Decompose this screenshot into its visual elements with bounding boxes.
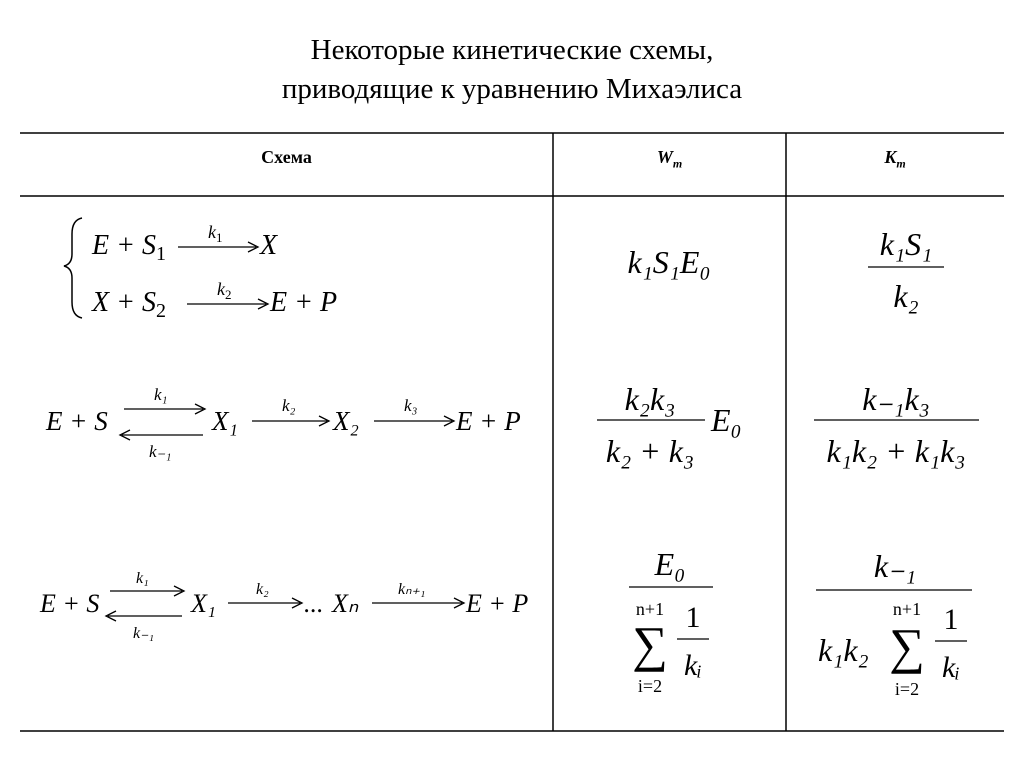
row3-km-sum-upper: n+1	[892, 599, 922, 619]
row3-wm-inner-numerator: 1	[685, 601, 701, 634]
row3-k2: k₂	[256, 581, 269, 598]
row1-line1-k: $k_1$	[208, 222, 223, 245]
row3-km-inner-denominator: kᵢ	[941, 651, 961, 684]
row2-inter2: X₂	[333, 406, 359, 436]
row2-km-numerator: k₋₁k₃	[862, 381, 930, 417]
header-scheme: Схема	[261, 147, 312, 167]
row3-km-numerator: k₋₁	[873, 548, 917, 584]
row2-wm	[553, 370, 786, 480]
header-km	[786, 147, 1004, 171]
row3-k1: k₁	[136, 570, 149, 587]
row1-wm-expression: k₁S₁E₀	[627, 244, 711, 280]
header-wm-sub: m	[672, 156, 683, 171]
row3-dots: ...	[304, 589, 324, 618]
row2-wm-factor: E₀	[711, 402, 742, 438]
row2-km-denominator: k₁k₂ + k₁k₃	[826, 433, 966, 469]
row1-wm	[553, 230, 786, 310]
row3-km	[786, 535, 1004, 705]
header-km-sub: m	[896, 156, 906, 171]
row3-kn1: kₙ₊₁	[398, 581, 426, 598]
row2-k1: k₁	[154, 385, 168, 404]
row1-line2-k: $k_2$	[217, 279, 232, 302]
row3-wm-sigma: ∑	[632, 616, 668, 672]
row1-km-numerator: k₁S₁	[879, 226, 933, 262]
header-km-letter: K	[884, 147, 897, 167]
row1-brace	[64, 218, 82, 318]
row2-k-1: k₋₁	[149, 442, 172, 461]
row2-products: E + P	[456, 406, 521, 436]
slide-title-line-1: Некоторые кинетические схемы,	[310, 34, 714, 66]
row3-km-den-prefix: k₁k₂	[818, 632, 869, 668]
header-wm	[553, 147, 786, 171]
row3-k-1: k₋₁	[133, 625, 155, 642]
row3-products: E + P	[466, 589, 529, 618]
row3-inter1: X₁	[191, 589, 216, 618]
row2-wm-denominator: k₂ + k₃	[605, 433, 695, 469]
row2-k2: k₂	[282, 396, 296, 415]
row3-intern: Xₙ	[332, 589, 359, 618]
row3-wm-numerator: E₀	[654, 546, 686, 582]
row2-scheme	[20, 375, 573, 465]
header-wm-letter: W	[656, 147, 673, 167]
row1-km	[786, 215, 1004, 325]
slide-title-line-2: приводящие к уравнению Михаэлиса	[281, 73, 743, 105]
row2-km	[786, 370, 1004, 480]
row3-km-sum-lower: i=2	[894, 679, 920, 699]
row3-scheme	[20, 560, 573, 650]
row3-wm-sum-lower: i=2	[637, 676, 663, 696]
row1-line2-right: E + P	[270, 287, 338, 318]
row2-inter1: X₁	[212, 406, 238, 436]
row3-wm-sum-upper: n+1	[635, 599, 665, 619]
row1-line1-left: $E + S_1$	[92, 230, 166, 265]
row2-k3: k₃	[404, 396, 418, 415]
row3-wm	[553, 535, 786, 705]
row3-km-inner-numerator: 1	[943, 603, 959, 636]
row3-reactants: E + S	[40, 589, 100, 618]
row1-km-denominator: k₂	[893, 278, 919, 314]
row3-km-sigma: ∑	[889, 618, 925, 674]
row3-wm-inner-denominator: kᵢ	[683, 649, 703, 682]
row1-line2-left: $X + S_2$	[92, 287, 166, 322]
row2-wm-numerator: k₂k₃	[624, 381, 676, 417]
row1-scheme	[20, 210, 573, 330]
row2-reactants: E + S	[46, 406, 108, 436]
row1-line1-right: X	[260, 230, 278, 261]
